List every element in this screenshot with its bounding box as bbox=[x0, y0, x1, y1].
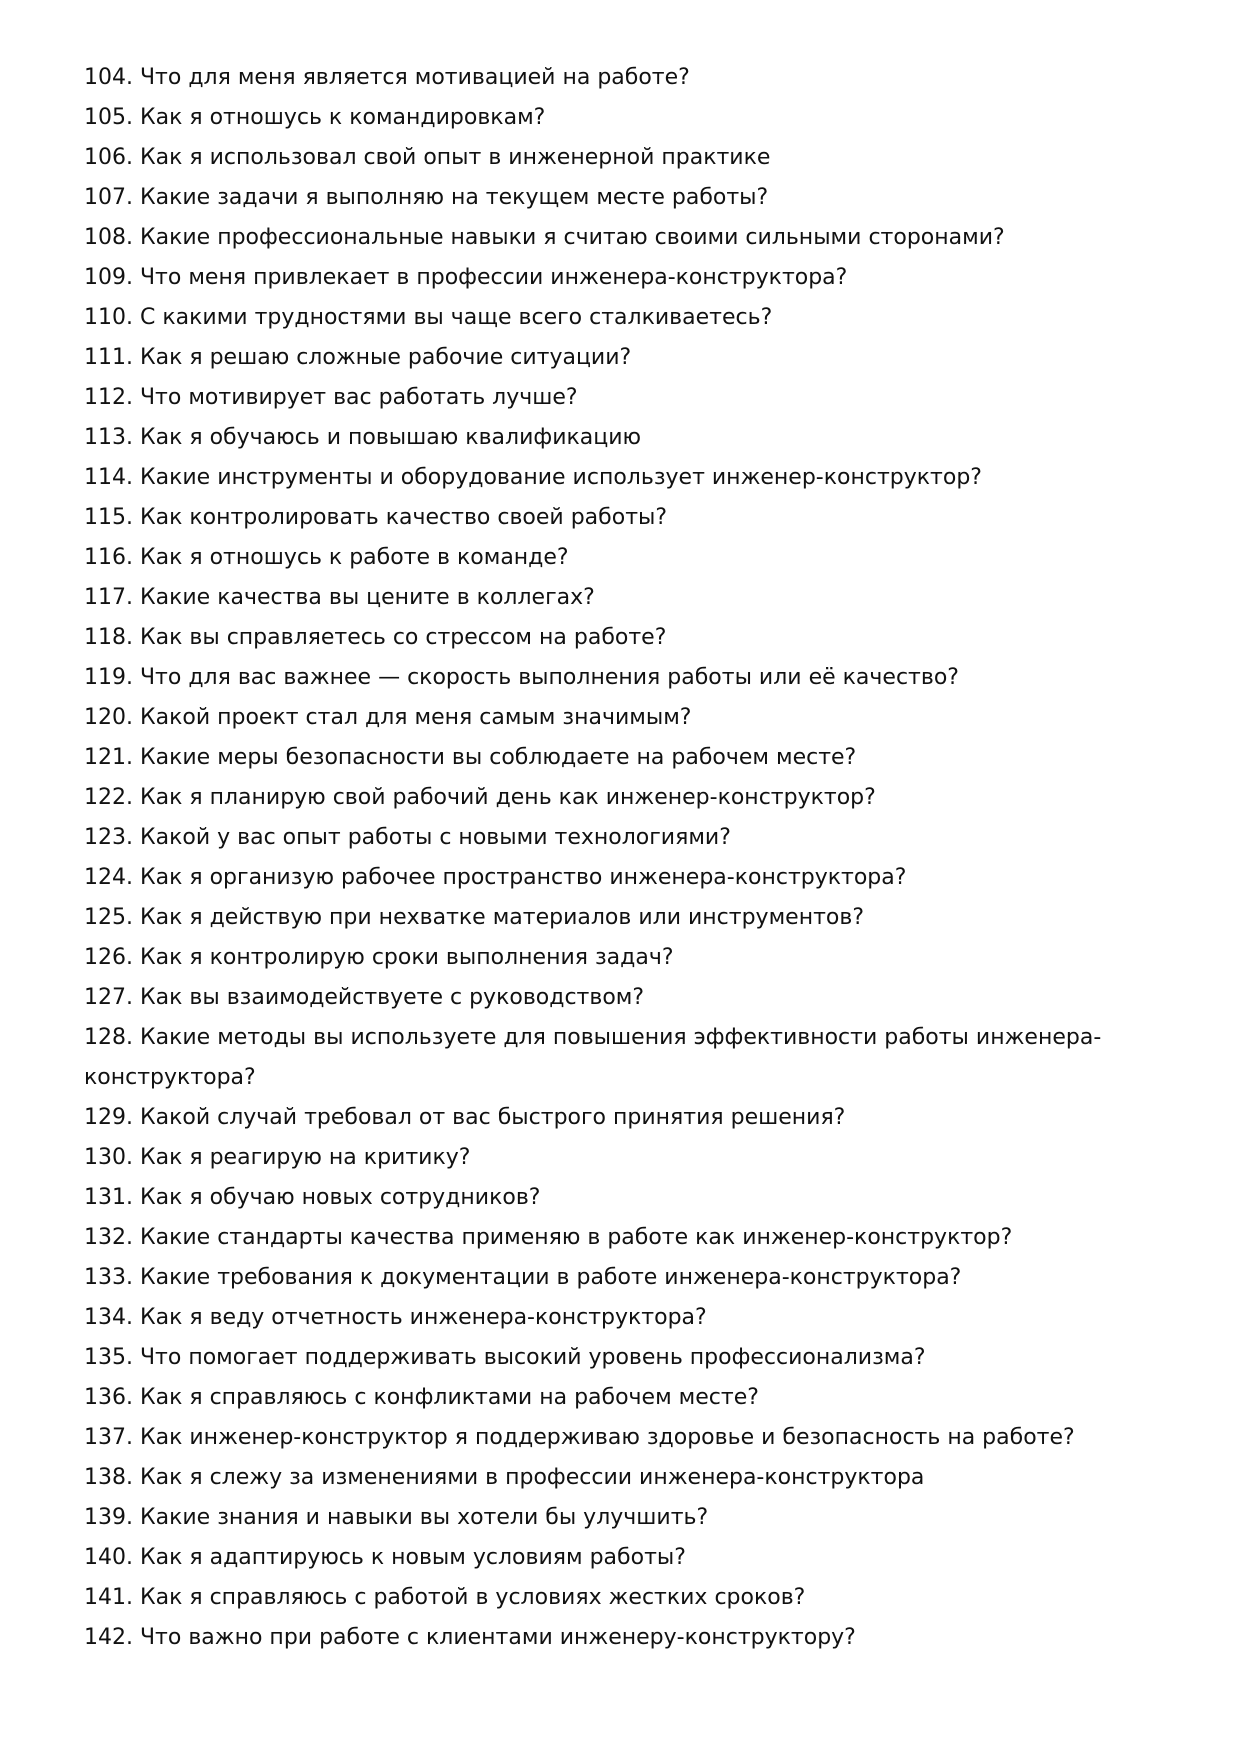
question-item: 109. Что меня привлекает в профессии инженера-конструктора? bbox=[84, 265, 848, 290]
question-item: 108. Какие профессиональные навыки я считаю своими сильными сторонами? bbox=[84, 225, 1005, 250]
question-item: 110. С какими трудностями вы чаще всего сталкиваетесь? bbox=[84, 305, 773, 330]
question-item: 140. Как я адаптируюсь к новым условиям работы? bbox=[84, 1545, 686, 1570]
question-list bbox=[84, 58, 1119, 1658]
question-item: 130. Как я реагирую на критику? bbox=[84, 1145, 471, 1170]
question-item: 137. Как инженер-конструктор я поддерживаю здоровье и безопасность на работе? bbox=[84, 1425, 1075, 1450]
question-item: 120. Какой проект стал для меня самым значимым? bbox=[84, 705, 692, 730]
question-item: 122. Как я планирую свой рабочий день как инженер-конструктор? bbox=[84, 785, 876, 810]
question-item: 116. Как я отношусь к работе в команде? bbox=[84, 545, 569, 570]
question-item: 135. Что помогает поддерживать высокий уровень профессионализма? bbox=[84, 1345, 926, 1370]
question-item: 107. Какие задачи я выполняю на текущем месте работы? bbox=[84, 185, 769, 210]
question-item: 105. Как я отношусь к командировкам? bbox=[84, 105, 546, 130]
question-item: 132. Какие стандарты качества применяю в работе как инженер-конструктор? bbox=[84, 1225, 1013, 1250]
question-item: 121. Какие меры безопасности вы соблюдаете на рабочем месте? bbox=[84, 745, 857, 770]
question-item: 136. Как я справляюсь с конфликтами на рабочем месте? bbox=[84, 1385, 759, 1410]
question-item: 112. Что мотивирует вас работать лучше? bbox=[84, 385, 578, 410]
question-item: 106. Как я использовал свой опыт в инженерной практике bbox=[84, 145, 771, 170]
question-item: 131. Как я обучаю новых сотрудников? bbox=[84, 1185, 541, 1210]
question-item: 118. Как вы справляетесь со стрессом на работе? bbox=[84, 625, 667, 650]
question-item: 125. Как я действую при нехватке материалов или инструментов? bbox=[84, 905, 865, 930]
question-item: 128. Какие методы вы используете для повышения эффективности работы инженера-конструктора? bbox=[84, 1025, 1102, 1090]
question-item: 115. Как контролировать качество своей работы? bbox=[84, 505, 668, 530]
question-item: 141. Как я справляюсь с работой в условиях жестких сроков? bbox=[84, 1585, 806, 1610]
question-item: 123. Какой у вас опыт работы с новыми технологиями? bbox=[84, 825, 731, 850]
question-item: 133. Какие требования к документации в работе инженера-конструктора? bbox=[84, 1265, 962, 1290]
question-item: 117. Какие качества вы цените в коллегах? bbox=[84, 585, 595, 610]
question-item: 142. Что важно при работе с клиентами инженеру-конструктору? bbox=[84, 1625, 856, 1650]
question-item: 124. Как я организую рабочее пространство инженера-конструктора? bbox=[84, 865, 907, 890]
question-item: 129. Какой случай требовал от вас быстрого принятия решения? bbox=[84, 1105, 846, 1130]
question-item: 138. Как я слежу за изменениями в профессии инженера-конструктора bbox=[84, 1465, 925, 1490]
question-item: 119. Что для вас важнее — скорость выполнения работы или её качество? bbox=[84, 665, 959, 690]
question-item: 126. Как я контролирую сроки выполнения задач? bbox=[84, 945, 674, 970]
question-item: 127. Как вы взаимодействуете с руководством? bbox=[84, 985, 645, 1010]
question-item: 111. Как я решаю сложные рабочие ситуации? bbox=[84, 345, 632, 370]
question-item: 114. Какие инструменты и оборудование использует инженер-конструктор? bbox=[84, 465, 982, 490]
question-item: 139. Какие знания и навыки вы хотели бы улучшить? bbox=[84, 1505, 709, 1530]
question-item: 134. Как я веду отчетность инженера-конструктора? bbox=[84, 1305, 707, 1330]
question-item: 104. Что для меня является мотивацией на работе? bbox=[84, 65, 690, 90]
question-item: 113. Как я обучаюсь и повышаю квалификацию bbox=[84, 425, 642, 450]
